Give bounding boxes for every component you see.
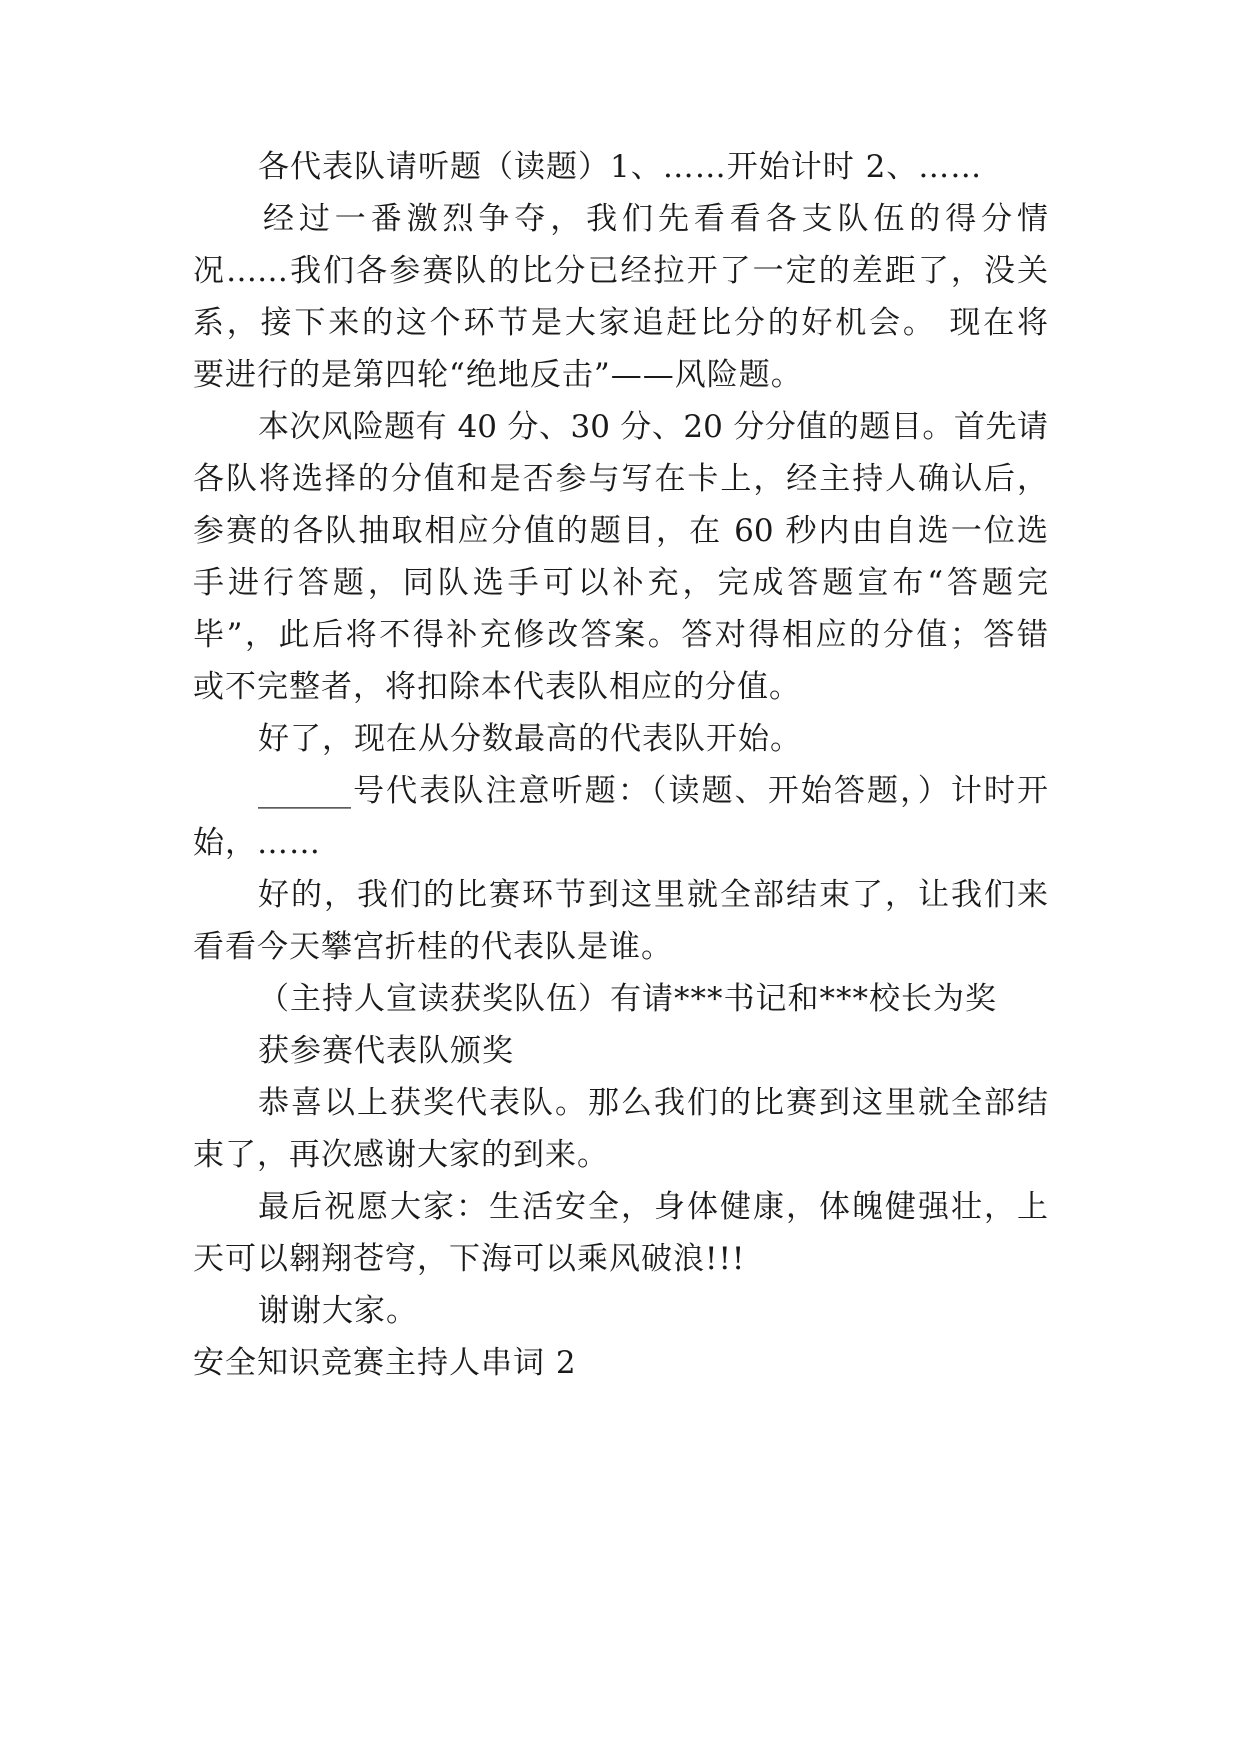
text-line-3: 况……我们各参赛队的比分已经拉开了一定的差距了，没关 xyxy=(193,253,1048,289)
section-heading: 安全知识竞赛主持人串词 2 xyxy=(193,1345,577,1381)
text-line-9: 手进行答题，同队选手可以补充，完成答题宣布“答题完 xyxy=(193,565,1048,601)
text-line-5: 要进行的是第四轮“绝地反击”——风险题。 xyxy=(193,357,803,393)
text-line-4: 系，接下来的这个环节是大家追赶比分的好机会。 现在将 xyxy=(193,305,1048,341)
text-line-13: ______号代表队注意听题：（读题、开始答题，）计时开 xyxy=(258,773,1048,809)
text-line-2: 经过一番激烈争夺，我们先看看各支队伍的得分情 xyxy=(263,201,1048,237)
text-line-10: 毕”，此后将不得补充修改答案。答对得相应的分值；答错 xyxy=(193,617,1048,653)
text-line-20: 束了，再次感谢大家的到来。 xyxy=(193,1137,609,1173)
text-line-21: 最后祝愿大家：生活安全，身体健康，体魄健强壮，上 xyxy=(258,1189,1048,1225)
text-line-1: 各代表队请听题（读题）1、……开始计时 2、…… xyxy=(258,149,983,185)
text-line-17: （主持人宣读获奖队伍）有请***书记和***校长为奖 xyxy=(258,981,997,1017)
text-line-12: 好了，现在从分数最高的代表队开始。 xyxy=(258,721,802,757)
text-line-7: 各队将选择的分值和是否参与写在卡上，经主持人确认后， xyxy=(193,461,1048,497)
text-line-6: 本次风险题有 40 分、30 分、20 分分值的题目。首先请 xyxy=(258,409,1048,445)
text-line-11: 或不完整者，将扣除本代表队相应的分值。 xyxy=(193,669,801,705)
text-line-16: 看看今天攀宫折桂的代表队是谁。 xyxy=(193,929,673,965)
text-line-8: 参赛的各队抽取相应分值的题目，在 60 秒内由自选一位选 xyxy=(193,513,1048,549)
text-line-14: 始，…… xyxy=(193,825,321,861)
text-line-23: 谢谢大家。 xyxy=(258,1293,418,1329)
text-line-15: 好的，我们的比赛环节到这里就全部结束了，让我们来 xyxy=(258,877,1048,913)
text-line-19: 恭喜以上获奖代表队。那么我们的比赛到这里就全部结 xyxy=(258,1085,1048,1121)
text-line-22: 天可以翱翔苍穹，下海可以乘风破浪!!! xyxy=(193,1241,746,1277)
text-line-18: 获参赛代表队颁奖 xyxy=(258,1033,514,1069)
